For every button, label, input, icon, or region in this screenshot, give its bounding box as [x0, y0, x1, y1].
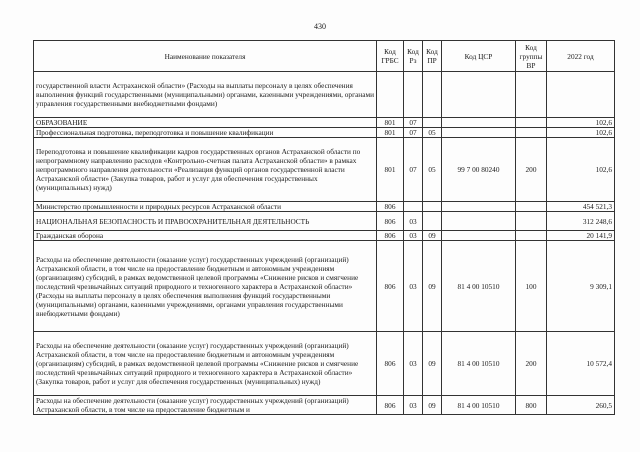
header-row — [34, 41, 615, 72]
cell-csr — [442, 72, 516, 118]
header-vr: Код группы ВР — [516, 41, 547, 72]
cell-rz: 03 — [404, 241, 423, 332]
cell-value — [547, 72, 615, 118]
cell-grbs: 806 — [377, 396, 404, 415]
cell-vr: 200 — [516, 138, 547, 202]
cell-rz: 03 — [404, 212, 423, 231]
cell-grbs: 806 — [377, 202, 404, 212]
cell-vr — [516, 118, 547, 128]
cell-value: 102,6 — [547, 118, 615, 128]
cell-csr: 81 4 00 10510 — [442, 396, 516, 415]
cell-value: 260,5 — [547, 396, 615, 415]
cell-csr — [442, 202, 516, 212]
cell-name: ОБРАЗОВАНИЕ — [34, 118, 377, 128]
cell-csr: 81 4 00 10510 — [442, 332, 516, 396]
cell-pr: 09 — [423, 231, 442, 241]
cell-csr: 81 4 00 10510 — [442, 241, 516, 332]
cell-value: 10 572,4 — [547, 332, 615, 396]
cell-vr — [516, 128, 547, 138]
cell-rz: 03 — [404, 396, 423, 415]
header-csr: Код ЦСР — [442, 41, 516, 72]
cell-name: НАЦИОНАЛЬНАЯ БЕЗОПАСНОСТЬ И ПРАВООХРАНИТЕЛЬНАЯ ДЕЯТЕЛЬНОСТЬ — [34, 212, 377, 231]
table-row — [34, 128, 615, 138]
cell-pr — [423, 202, 442, 212]
cell-csr — [442, 212, 516, 231]
cell-value: 312 248,6 — [547, 212, 615, 231]
page-number: 430 — [314, 22, 326, 31]
cell-pr: 05 — [423, 128, 442, 138]
table-row — [34, 396, 615, 415]
cell-rz: 07 — [404, 138, 423, 202]
cell-csr: 99 7 00 80240 — [442, 138, 516, 202]
cell-csr — [442, 118, 516, 128]
cell-grbs: 801 — [377, 138, 404, 202]
header-rz: Код Рз — [404, 41, 423, 72]
cell-grbs: 801 — [377, 118, 404, 128]
cell-pr — [423, 212, 442, 231]
budget-table — [33, 40, 615, 415]
table-row — [34, 212, 615, 231]
cell-pr: 09 — [423, 396, 442, 415]
cell-name: Министерство промышленности и природных ресурсов Астраханской области — [34, 202, 377, 212]
cell-csr — [442, 231, 516, 241]
cell-name: Расходы на обеспечение деятельности (оказание услуг) государственных учреждений (организаций) Астраханской области, в том числе на предоставление бюджетным и автономным учреждениям (организациям) субсидий, в рамках ведомственной целевой программы «Снижение рисков и смягчение последствий чрезвычайных ситуаций природного и техногенного характера в Астраханской области» (Расходы на выплаты персоналу в целях обеспечения выполнения функций государственными (муниципальными) органами, казенными учреждениями, органами управления государственными внебюджетными фондами) — [34, 241, 377, 332]
cell-vr: 800 — [516, 396, 547, 415]
cell-name: Профессиональная подготовка, переподготовка и повышение квалификации — [34, 128, 377, 138]
header-pr: Код ПР — [423, 41, 442, 72]
table-row — [34, 138, 615, 202]
table-row — [34, 231, 615, 241]
cell-pr: 09 — [423, 332, 442, 396]
cell-value: 102,6 — [547, 128, 615, 138]
cell-name: государственной власти Астраханской области» (Расходы на выплаты персоналу в целях обеспечения выполнения функций государственными (муниципальными) органами, казенными учреждениями, органами управления государственными внебюджетными фондами) — [34, 72, 377, 118]
table-row — [34, 241, 615, 332]
cell-vr — [516, 72, 547, 118]
cell-name: Гражданская оборона — [34, 231, 377, 241]
table-row — [34, 332, 615, 396]
cell-name: Расходы на обеспечение деятельности (оказание услуг) государственных учреждений (организаций) Астраханской области, в том числе на предоставление бюджетным и — [34, 396, 377, 415]
cell-name: Расходы на обеспечение деятельности (оказание услуг) государственных учреждений (организаций) Астраханской области, в том числе на предоставление бюджетным и автономным учреждениям (организациям) субсидий, в рамках ведомственной целевой программы «Снижение рисков и смягчение последствий чрезвычайных ситуаций природного и техногенного характера в Астраханской области» (Закупка товаров, работ и услуг для обеспечения государственных (муниципальных) нужд) — [34, 332, 377, 396]
cell-vr — [516, 202, 547, 212]
cell-rz — [404, 202, 423, 212]
header-year: 2022 год — [547, 41, 615, 72]
cell-rz — [404, 72, 423, 118]
cell-grbs: 806 — [377, 241, 404, 332]
table-row — [34, 118, 615, 128]
cell-grbs — [377, 72, 404, 118]
cell-csr — [442, 128, 516, 138]
cell-name: Переподготовка и повышение квалификации кадров государственных органов Астраханской области по непрограммному направлению расходов «Контрольно-счетная палата Астраханской области» в рамках непрограммного направления деятельности «Реализация функций органов государственной власти Астраханской области» (Закупка товаров, работ и услуг для обеспечения государственных (муниципальных) нужд) — [34, 138, 377, 202]
cell-pr — [423, 72, 442, 118]
cell-rz: 03 — [404, 332, 423, 396]
cell-grbs: 806 — [377, 332, 404, 396]
table-row — [34, 72, 615, 118]
cell-rz: 03 — [404, 231, 423, 241]
cell-vr: 200 — [516, 332, 547, 396]
cell-value: 20 141,9 — [547, 231, 615, 241]
cell-value: 454 521,3 — [547, 202, 615, 212]
cell-grbs: 806 — [377, 212, 404, 231]
cell-vr: 100 — [516, 241, 547, 332]
cell-rz: 07 — [404, 128, 423, 138]
cell-grbs: 806 — [377, 231, 404, 241]
cell-grbs: 801 — [377, 128, 404, 138]
cell-pr: 09 — [423, 241, 442, 332]
cell-pr — [423, 118, 442, 128]
cell-value: 102,6 — [547, 138, 615, 202]
header-name: Наименование показателя — [34, 41, 377, 72]
cell-value: 9 309,1 — [547, 241, 615, 332]
header-grbs: Код ГРБС — [377, 41, 404, 72]
table-row — [34, 202, 615, 212]
cell-rz: 07 — [404, 118, 423, 128]
cell-pr: 05 — [423, 138, 442, 202]
cell-vr — [516, 231, 547, 241]
cell-vr — [516, 212, 547, 231]
